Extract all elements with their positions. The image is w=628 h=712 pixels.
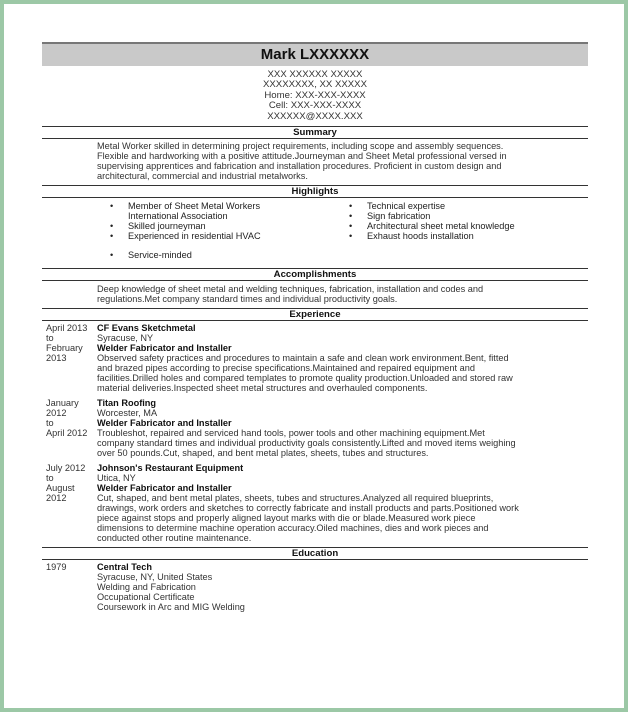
highlight-text: Experienced in residential HVAC <box>128 231 261 242</box>
cell-phone: Cell: XXX-XXX-XXXX <box>268 100 362 112</box>
job-details <box>97 463 588 543</box>
highlights-right-column <box>349 201 588 260</box>
highlights-list <box>42 201 588 260</box>
date-line: to <box>46 418 54 429</box>
accomplishment-line: regulations.Met company standard times and individual productivity goals. <box>97 294 398 305</box>
date-line: January <box>46 398 79 409</box>
resume-document <box>42 42 588 612</box>
bullet-icon: • <box>349 211 353 222</box>
highlight-text: Service-minded <box>128 250 192 261</box>
education-line: Coursework in Arc and MIG Welding <box>97 602 245 613</box>
date-line: 2012 <box>46 408 67 419</box>
bullet-icon: • <box>349 221 353 232</box>
highlight-text: Technical expertise <box>367 201 446 212</box>
list-item <box>349 231 588 241</box>
bullet-icon: • <box>110 231 114 242</box>
job-desc-line: Cut, shaped, and bent metal plates, sheets, tubes and structures.Analyzed all required blueprints, <box>97 493 494 504</box>
list-item <box>110 201 349 221</box>
highlight-text: Architectural sheet metal knowledge <box>367 221 515 232</box>
list-item <box>349 211 588 221</box>
company-name: Johnson's Restaurant Equipment <box>97 463 244 474</box>
job-desc-line: Troubleshot, repaired and serviced hand tools, power tools and other machining equipment.Met <box>97 428 485 439</box>
school-name: Central Tech <box>97 562 152 573</box>
job-desc-line: piece against stops and properly aligned layout marks with die or blade.Measured work piece <box>97 513 476 524</box>
highlight-text: Member of Sheet Metal Workers International Association <box>128 201 261 222</box>
job-date <box>42 463 97 543</box>
job-desc-line: facilities.Drilled holes and compared templates to promote quality production.Unloaded and stored raw <box>97 373 513 384</box>
job-title: Welder Fabricator and Installer <box>97 343 232 354</box>
date-line: April 2013 <box>46 323 88 334</box>
date-line: April 2012 <box>46 428 88 439</box>
date-line: to <box>46 333 54 344</box>
home-phone: Home: XXX-XXX-XXXX <box>264 89 366 101</box>
date-line: 2012 <box>46 493 67 504</box>
job-details <box>97 323 588 393</box>
list-item <box>349 201 588 211</box>
bullet-icon: • <box>110 201 114 212</box>
date-line: August <box>46 483 75 494</box>
job-date <box>42 398 97 458</box>
job-title: Welder Fabricator and Installer <box>97 418 232 429</box>
job-title: Welder Fabricator and Installer <box>97 483 232 494</box>
list-item <box>110 250 349 260</box>
experience-entry <box>42 463 588 543</box>
date-line: July 2012 <box>46 463 86 474</box>
list-item <box>110 231 349 241</box>
accomplishments-text <box>42 284 588 304</box>
bullet-icon: • <box>349 231 353 242</box>
summary-heading: Summary <box>42 126 588 139</box>
resume-name: Mark LXXXXXX <box>42 42 588 66</box>
job-date <box>42 323 97 393</box>
summary-line: Metal Worker skilled in determining project requirements, including scope and assembly sequences. <box>97 141 504 152</box>
job-desc-line: drawings, work orders and sketches to correctly fabricate and install products and parts.Positioned work <box>97 503 519 514</box>
education-line: Syracuse, NY, United States <box>97 572 213 583</box>
date-line: to <box>46 473 54 484</box>
experience-heading: Experience <box>42 308 588 321</box>
highlight-text: Exhaust hoods installation <box>367 231 474 242</box>
job-desc-line: and brazed pipes according to precise specifications.Maintained and repaired equipment and <box>97 363 475 374</box>
email: XXXXXX@XXXX.XXX <box>267 110 363 122</box>
summary-text <box>42 141 588 181</box>
experience-entry <box>42 323 588 393</box>
summary-line: architectural, commercial and industrial metalworks. <box>97 171 308 182</box>
company-name: Titan Roofing <box>97 398 157 409</box>
education-line: Welding and Fabrication <box>97 582 196 593</box>
job-desc-line: material deliveries.Inspected sheet metal structures and overhauled components. <box>97 383 428 394</box>
summary-line: supervising apprentices and fabrication and installation procedures. Proficient in custom design and <box>97 161 502 172</box>
highlight-text: Skilled journeyman <box>128 221 206 232</box>
company-name: CF Evans Sketchmetal <box>97 323 196 334</box>
contact-block <box>42 70 588 122</box>
date-line: 2013 <box>46 353 67 364</box>
bullet-icon: • <box>110 250 114 261</box>
education-heading: Education <box>42 547 588 560</box>
job-location: Utica, NY <box>97 473 136 484</box>
bullet-icon: • <box>349 201 353 212</box>
job-desc-line: company standard times and individual productivity goals consistently.Lifted and moved items weighing <box>97 438 516 449</box>
education-details <box>97 562 588 612</box>
address-line-2: XXXXXXXX, XX XXXXX <box>263 79 367 91</box>
accomplishment-line: Deep knowledge of sheet metal and welding techniques, fabrication, installation and codes and <box>97 284 484 295</box>
bullet-icon: • <box>110 221 114 232</box>
highlight-text: Sign fabrication <box>367 211 431 222</box>
list-item <box>110 221 349 231</box>
highlights-left-column <box>110 201 349 260</box>
education-line: Occupational Certificate <box>97 592 195 603</box>
job-desc-line: dimensions to determine machine operation accuracy.Oiled machines, dies and work pieces and <box>97 523 489 534</box>
education-entry <box>42 562 588 612</box>
address-line-1: XXX XXXXXX XXXXX <box>267 69 363 80</box>
job-location: Syracuse, NY <box>97 333 154 344</box>
summary-line: Flexible and hardworking with a positive attitude.Journeyman and Sheet Metal professional versed in <box>97 151 507 162</box>
accomplishments-heading: Accomplishments <box>42 268 588 281</box>
job-details <box>97 398 588 458</box>
job-desc-line: over 50 pounds.Cut, shaped, and bent metal plates, sheets, tubes and structures. <box>97 448 429 459</box>
job-desc-line: conducted other routine maintenance. <box>97 533 252 544</box>
job-desc-line: Observed safety practices and procedures to maintain a safe and clean work environment.Bent, fitted <box>97 353 509 364</box>
education-date: 1979 <box>46 562 67 573</box>
highlights-heading: Highlights <box>42 185 588 198</box>
job-location: Worcester, MA <box>97 408 158 419</box>
experience-entry <box>42 398 588 458</box>
list-item <box>349 221 588 231</box>
date-line: February <box>46 343 83 354</box>
